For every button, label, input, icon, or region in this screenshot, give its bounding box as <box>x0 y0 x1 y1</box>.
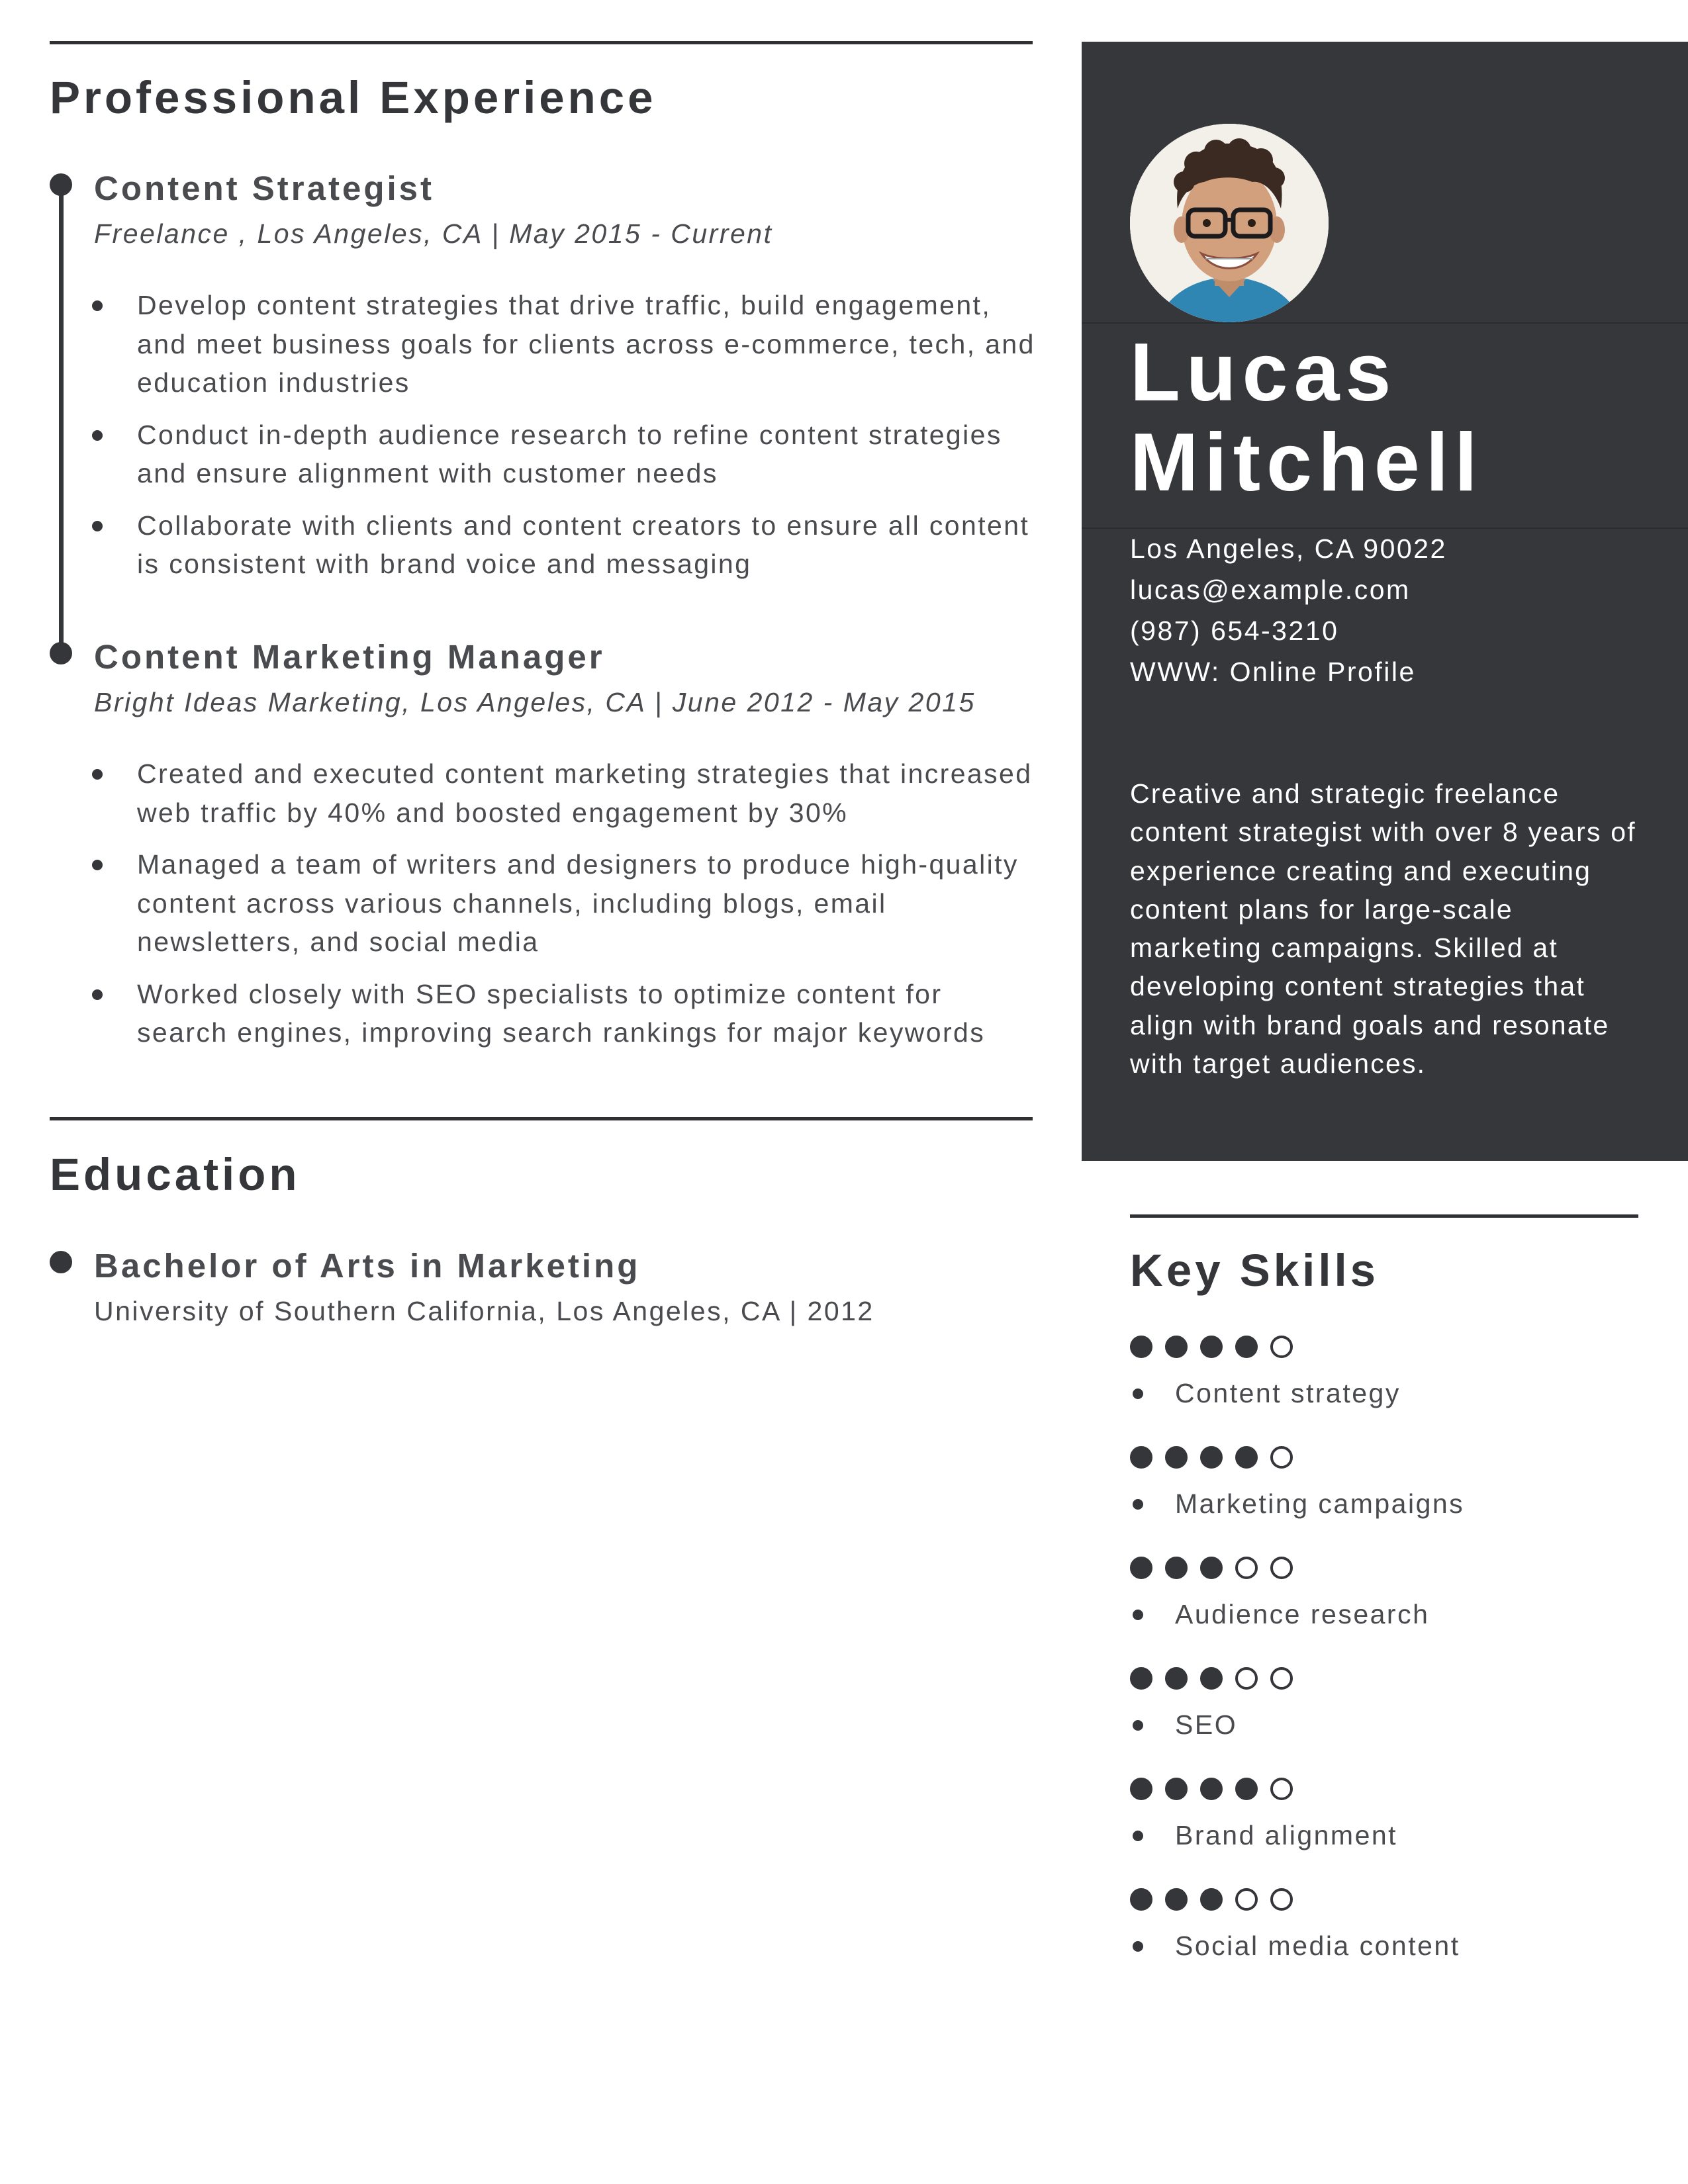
education-heading: Education <box>50 1149 301 1200</box>
bullet-icon <box>1133 1941 1143 1952</box>
rating-dot-filled <box>1130 1778 1152 1800</box>
bullet-icon <box>1133 1831 1143 1841</box>
skill-name: Brand alignment <box>1175 1820 1398 1850</box>
rating-dot-filled <box>1200 1446 1223 1469</box>
job-title: Content Marketing Manager <box>94 638 605 676</box>
last-name: Mitchell <box>1130 417 1483 508</box>
skill-name: SEO <box>1175 1709 1238 1740</box>
rating-dot-empty <box>1270 1446 1293 1469</box>
rating-dot-empty <box>1270 1778 1293 1800</box>
experience-heading: Professional Experience <box>50 72 657 123</box>
skill-item <box>1130 1888 1646 1974</box>
rating-dot-filled <box>1235 1446 1258 1469</box>
rating-dot-filled <box>1165 1667 1188 1690</box>
section-divider <box>50 41 1033 44</box>
list-item: Develop content strategies that drive traffic, build engagement, and meet business goals for clients across e-commerce, tech, and education industries <box>137 286 1037 402</box>
skill-item <box>1130 1557 1646 1643</box>
candidate-name <box>1130 328 1483 508</box>
skills-heading: Key Skills <box>1130 1245 1380 1296</box>
degree-title: Bachelor of Arts in Marketing <box>94 1247 641 1285</box>
profile-summary: Creative and strategic freelance content strategist with over 8 years of experience creating and executing content plans for large-scale marketing campaigns. Skilled at developing content strategies that align with brand goals and resonate with target audiences. <box>1130 778 1636 1079</box>
job-meta: Freelance , Los Angeles, CA | May 2015 - Current <box>94 218 773 249</box>
rating-dot-filled <box>1165 1446 1188 1469</box>
avatar <box>1130 124 1329 322</box>
rating-dot-empty <box>1235 1888 1258 1911</box>
section-divider <box>1130 1214 1638 1218</box>
first-name: Lucas <box>1130 327 1397 418</box>
phone: (987) 654-3210 <box>1130 615 1339 646</box>
skill-item <box>1130 1667 1646 1753</box>
skill-item <box>1130 1778 1646 1864</box>
timeline-dot <box>50 642 72 664</box>
timeline-dot <box>50 173 72 196</box>
job-title: Content Strategist <box>94 169 435 207</box>
bullet-icon <box>1133 1720 1143 1731</box>
bullet-icon <box>1133 1610 1143 1620</box>
email-link[interactable]: lucas@example.com <box>1130 574 1411 605</box>
rating-dot-filled <box>1165 1336 1188 1358</box>
rating-dot-filled <box>1165 1557 1188 1579</box>
list-item: Worked closely with SEO specialists to optimize content for search engines, improving search rankings for major keywords <box>137 975 1037 1052</box>
job-bullets <box>137 286 1037 597</box>
rating-dot-filled <box>1130 1667 1152 1690</box>
rating-dot-empty <box>1270 1336 1293 1358</box>
rating-dot-filled <box>1130 1336 1152 1358</box>
skill-name: Social media content <box>1175 1931 1460 1961</box>
list-item: Managed a team of writers and designers to produce high-quality content across various channels, including blogs, email newsletters, and social media <box>137 845 1037 962</box>
address: Los Angeles, CA 90022 <box>1130 533 1447 564</box>
website-link[interactable]: WWW: Online Profile <box>1130 657 1416 687</box>
rating-dot-filled <box>1200 1667 1223 1690</box>
skill-item <box>1130 1446 1646 1532</box>
avatar-photo <box>1130 124 1329 322</box>
job-meta: Bright Ideas Marketing, Los Angeles, CA | June 2012 - May 2015 <box>94 687 976 717</box>
skill-name: Audience research <box>1175 1599 1430 1629</box>
list-item: Collaborate with clients and content creators to ensure all content is consistent with brand voice and messaging <box>137 506 1037 584</box>
list-item: Conduct in-depth audience research to refine content strategies and ensure alignment with customer needs <box>137 416 1037 493</box>
rating-dot-filled <box>1200 1778 1223 1800</box>
rating-dot-filled <box>1130 1557 1152 1579</box>
rating-dot-filled <box>1235 1336 1258 1358</box>
rating-dot-filled <box>1165 1888 1188 1911</box>
rating-dot-empty <box>1270 1557 1293 1579</box>
rating-dot-empty <box>1270 1888 1293 1911</box>
rating-dot-filled <box>1130 1446 1152 1469</box>
panel-divider <box>1082 322 1688 324</box>
rating-dot-filled <box>1200 1336 1223 1358</box>
skill-name: Marketing campaigns <box>1175 1488 1465 1519</box>
contact-list <box>1130 528 1447 692</box>
rating-dot-empty <box>1235 1667 1258 1690</box>
skill-name: Content strategy <box>1175 1378 1401 1408</box>
bullet-icon <box>1133 1388 1143 1399</box>
rating-dot-filled <box>1235 1778 1258 1800</box>
rating-dot-filled <box>1200 1888 1223 1911</box>
rating-dot-empty <box>1235 1557 1258 1579</box>
rating-dot-filled <box>1165 1778 1188 1800</box>
list-item: Created and executed content marketing strategies that increased web traffic by 40% and boosted engagement by 30% <box>137 754 1037 832</box>
job-bullets <box>137 754 1037 1066</box>
rating-dot-filled <box>1200 1557 1223 1579</box>
timeline-dot <box>50 1251 72 1273</box>
school-meta: University of Southern California, Los Angeles, CA | 2012 <box>94 1296 874 1326</box>
timeline-line <box>59 184 64 647</box>
section-divider <box>50 1117 1033 1120</box>
skill-item <box>1130 1336 1646 1422</box>
rating-dot-filled <box>1130 1888 1152 1911</box>
bullet-icon <box>1133 1499 1143 1510</box>
rating-dot-empty <box>1270 1667 1293 1690</box>
